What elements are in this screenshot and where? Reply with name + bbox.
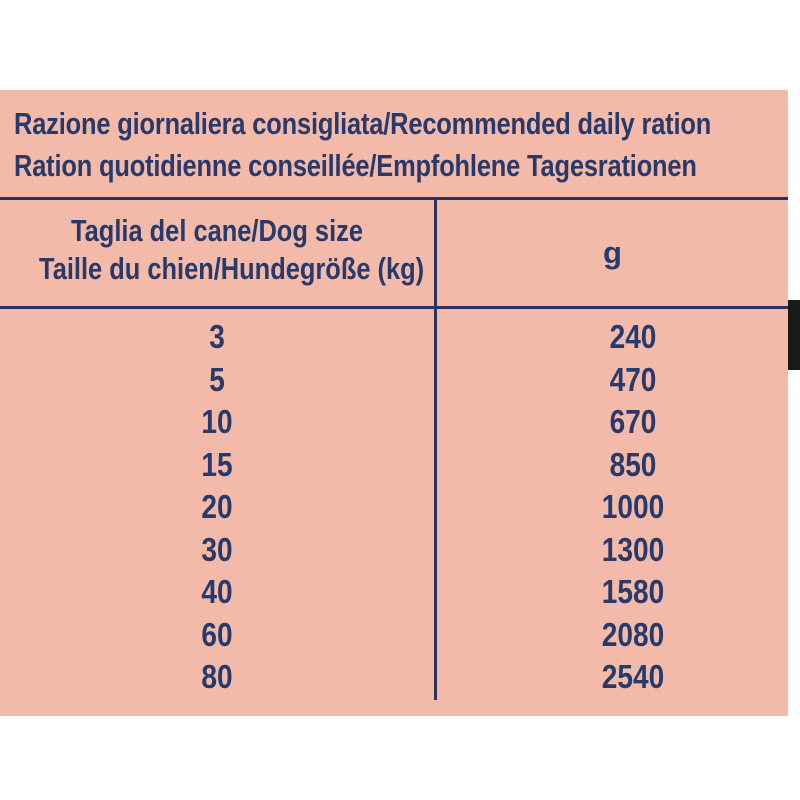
grams-cell: 2540 [601, 658, 665, 695]
grams-cell: 1580 [601, 573, 665, 610]
table-row [0, 573, 788, 616]
table-row [0, 403, 788, 446]
dog-size-cell: 40 [201, 573, 233, 610]
dog-size-cell: 20 [201, 488, 233, 525]
grams-cell: 1300 [601, 530, 665, 568]
grams-cell: 470 [609, 360, 657, 398]
grams-cell: 240 [609, 318, 657, 355]
dog-size-header-line-1: Taglia del cane/Dog size [71, 213, 363, 248]
title-line-2: Ration quotidienne conseillée/Empfohlene Tagesrationen [14, 148, 697, 183]
table-row [0, 531, 788, 574]
table-row [0, 361, 788, 404]
grams-cell: 2080 [601, 615, 665, 653]
header-divider-rule [0, 306, 788, 309]
dog-size-cell: 3 [209, 318, 225, 355]
dog-size-cell: 60 [201, 615, 233, 653]
dog-size-cell: 80 [201, 658, 233, 695]
table-row [0, 318, 788, 361]
grams-header: g [603, 235, 622, 270]
dog-size-cell: 5 [209, 360, 225, 398]
table-row [0, 446, 788, 489]
table-top-rule [0, 197, 788, 200]
title-line-1: Razione giornaliera consigliata/Recommended daily ration [14, 106, 712, 141]
dog-size-header [0, 212, 434, 288]
ration-table-body [0, 318, 788, 701]
table-row [0, 488, 788, 531]
dog-size-cell: 30 [201, 530, 233, 568]
dog-size-cell: 15 [201, 445, 233, 483]
dog-size-cell: 10 [201, 403, 233, 440]
grams-cell: 670 [609, 403, 657, 440]
grams-cell: 850 [609, 445, 657, 483]
dog-size-header-line-2: Taille du chien/Hundegröße (kg) [39, 251, 425, 286]
table-row [0, 658, 788, 701]
table-row [0, 616, 788, 659]
grams-cell: 1000 [601, 488, 665, 525]
